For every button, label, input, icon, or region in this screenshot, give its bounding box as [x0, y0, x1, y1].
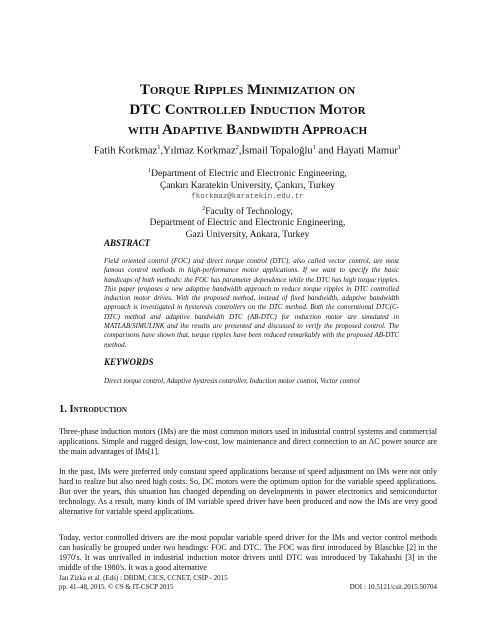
- page-footer: [59, 574, 437, 592]
- title-line-1: Torque Ripples Minimization on: [139, 82, 356, 98]
- affil-1-marker: 1: [148, 168, 152, 174]
- author-1: Fatih Korkmaz: [93, 145, 158, 157]
- author-3: ,İsmail Topaloğlu: [238, 145, 313, 157]
- footer-doi[interactable]: DOI : 10.5121/csit.2015.50704: [349, 583, 437, 591]
- author-email[interactable]: fkorkmaz@karatekin.edu.tr: [191, 193, 304, 202]
- paper-title: [0, 80, 495, 140]
- affiliations: [0, 166, 495, 241]
- affil-1-dept: $^1$Department of Electric and Electronic Engineering,: [148, 168, 347, 180]
- author-3-affil: 1: [312, 144, 316, 151]
- affil-1-univ: Çankırı Karatekin University, Çankırı, Turkey: [159, 180, 336, 191]
- abstract-text: Field oriented control (FOC) and direct torque control (DTC), also called vector control, are most famous control methods in high-performance motor applications. If we want to specify the basic handicaps of both methods: the FOC has parameter dependence while the DTC has high torque ripples. This paper proposes a new adaptive bandwidth approach to reduce torque ripples in DTC controlled induction motor drives. With the proposed method, instead of fixed bandwidth, adaptive bandwidth approach is investigated in hysteresis controllers on the DTC method. Both the conventional DTC(C-DTC) method and adaptive bandwidth DTC (AB-DTC) for induction motor are simulated in MATLAB/SIMULINK and the results are presented and discussed to verify the proposed control. The comparisons have shown that, torque ripples have been reduced remarkably with the proposed AB-DTC method.: [104, 257, 399, 349]
- title-line-2: DTC Controlled Induction Motor: [129, 102, 366, 118]
- author-4: and Hayati Mamur: [315, 145, 398, 157]
- author-2: ,Yılmaz Korkmaz: [160, 145, 236, 157]
- author-2-affil: 2: [235, 144, 239, 151]
- title-line-3: with Adaptive Bandwidth Approach: [127, 122, 368, 138]
- affil-2-faculty: $^2$Faculty of Technology,: [202, 205, 293, 217]
- intro-paragraph-2: In the past, IMs were preferred only constant speed applications because of speed adjustment on IMs were not only hard to realize but also need high costs. So, DC motors were the optimum option for the variable speed applications. But over the years, this situation has changed depending on developments in power electronics and semiconductor technology. As a result, many kinds of IM variable speed driver have been produced and now the IMs are very good alternative for variable speed applications.: [59, 467, 437, 517]
- footer-proceedings: Jan Zizka et al. (Eds) : DBDM, CICS, CCNET, CSIP - 2015: [59, 574, 228, 582]
- footer-pages: pp. 41–48, 2015. © CS & IT-CSCP 2015: [59, 583, 174, 591]
- keywords-heading: KEYWORDS: [104, 357, 154, 367]
- section-1-heading: 1. Introduction: [59, 404, 127, 415]
- author-1-affil: 1: [157, 144, 161, 151]
- affil-2-marker: 2: [202, 205, 206, 212]
- author-4-affil: 1: [397, 144, 402, 151]
- affil-2-univ: Gazi University, Ankara, Turkey: [185, 229, 310, 240]
- intro-paragraph-3: Today, vector controlled drivers are the most popular variable speed driver for the IMs and vector control methods can basically be grouped under two headings: FOC and DTC. The FOC was first introduced by Blaschke [2] in the 1970's. It was unrivalled in industrial induction motor drivers until DTC was introduced by Takahashi [3] in the middle of the 1980's. It was a good alternative: [59, 533, 437, 573]
- affil-2-dept: Department of Electric and Electronic Engineering,: [149, 218, 346, 229]
- keywords-text: Direct torque control, Adaptive hystresis controller, Induction motor control, Vector control: [104, 377, 360, 385]
- intro-paragraph-1: Three-phase induction motors (IMs) are the most common motors used in industrial control systems and commercial applications. Simple and rugged design, low-cost, low maintenance and direct connection to an AC power source are the main advantages of IMs[1].: [59, 427, 437, 457]
- abstract-heading: ABSTRACT: [104, 238, 151, 248]
- author-list: [0, 144, 495, 157]
